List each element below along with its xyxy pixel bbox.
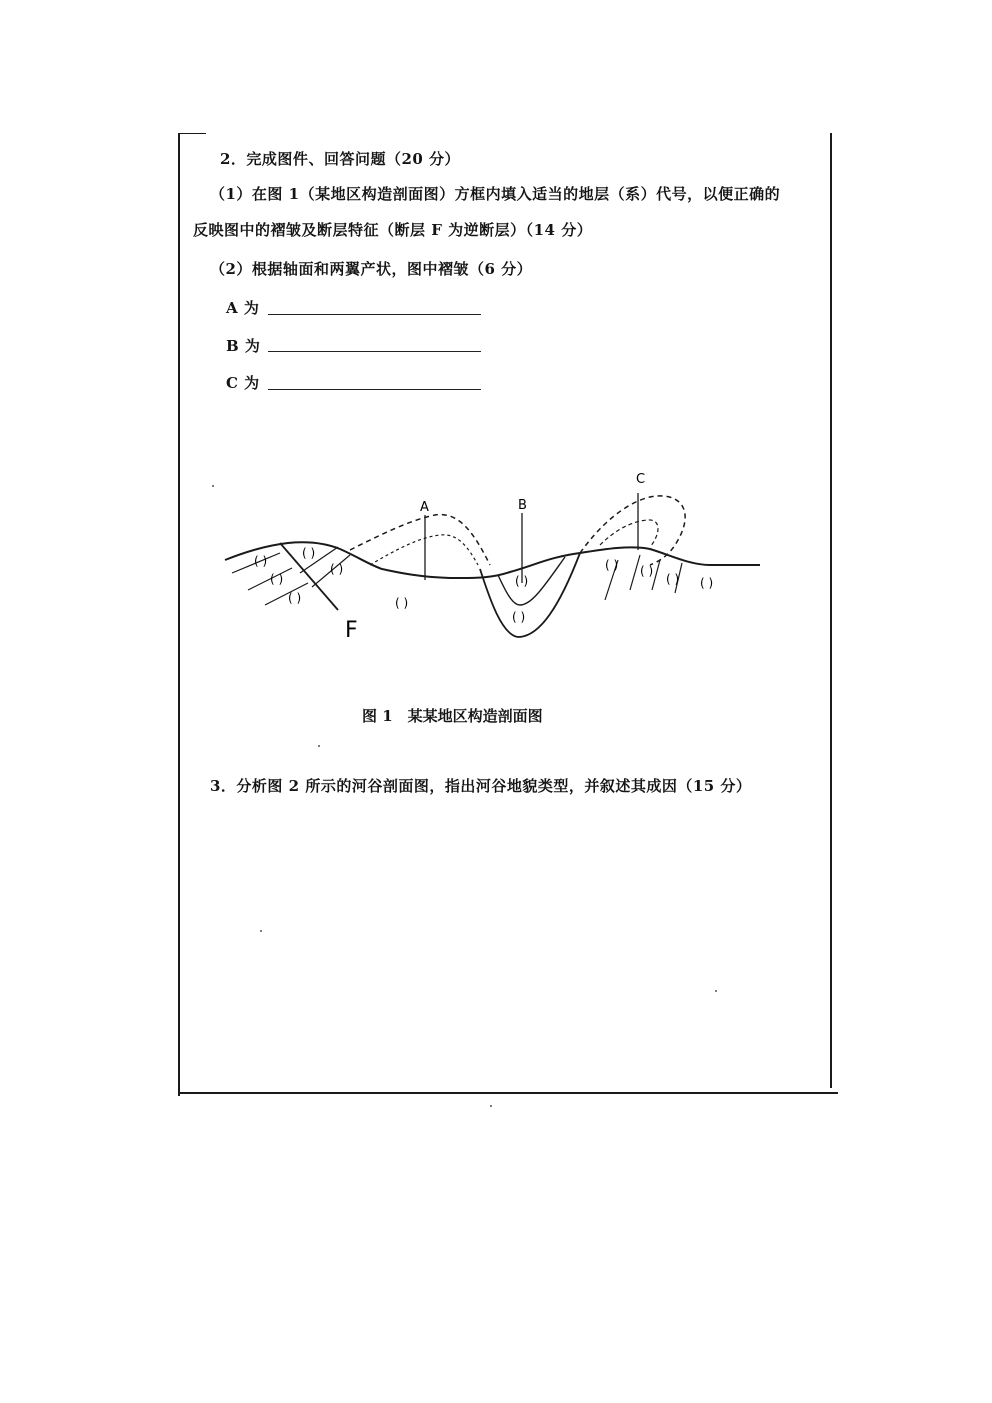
structural-cross-section (220, 465, 765, 645)
overturned-bed-dashed-inner (600, 520, 658, 547)
fault-label: F (345, 618, 358, 643)
blank-box[interactable]: ( ) (330, 562, 344, 576)
blank-box[interactable]: ( ) (640, 564, 654, 578)
scan-speck (490, 1105, 492, 1107)
question3-answer-area[interactable] (200, 810, 820, 1080)
axis-label-b: B (518, 498, 527, 513)
blank-box[interactable]: ( ) (515, 574, 529, 588)
blank-box[interactable]: ( ) (395, 596, 409, 610)
answer-label-a: A 为 (226, 299, 260, 317)
answer-line-c[interactable] (268, 389, 481, 390)
scan-speck (212, 485, 214, 487)
blank-box[interactable]: ( ) (700, 576, 714, 590)
answer-label-b: B 为 (226, 337, 261, 355)
question2-title: 2．完成图件、回答问题（20 分） (220, 150, 461, 168)
question2-part1-line1: （1）在图 1（某地区构造剖面图）方框内填入适当的地层（系）代号，以便正确的 (210, 185, 781, 203)
scan-speck (260, 930, 262, 932)
question3-title: 3．分析图 2 所示的河谷剖面图，指出河谷地貌类型，并叙述其成因（15 分） (210, 777, 752, 795)
axis-label-a: A (420, 500, 429, 515)
bed-line (652, 560, 660, 590)
bed-line (265, 583, 308, 605)
blank-box[interactable]: ( ) (666, 572, 680, 586)
scan-speck (318, 745, 320, 747)
eroded-bed-dotted (370, 535, 478, 565)
frame-right-border (830, 133, 832, 1088)
frame-top-tick (178, 133, 206, 134)
blank-box[interactable]: ( ) (512, 610, 526, 624)
frame-bottom-border (178, 1092, 838, 1094)
question2-part2: （2）根据轴面和两翼产状，图中褶皱（6 分） (210, 260, 533, 278)
figure1-caption: 图 1 某某地区构造剖面图 (362, 707, 543, 725)
question2-part1-line2: 反映图中的褶皱及断层特征（断层 F 为逆断层）（14 分） (193, 221, 593, 239)
answer-line-b[interactable] (268, 351, 481, 352)
answer-line-a[interactable] (268, 314, 481, 315)
blank-box[interactable]: ( ) (270, 572, 284, 586)
blank-box[interactable]: ( ) (605, 558, 619, 572)
blank-box[interactable]: ( ) (254, 554, 268, 568)
scan-speck (715, 990, 717, 992)
axis-label-c: C (636, 472, 646, 487)
answer-label-c: C 为 (226, 374, 260, 392)
frame-left-border (178, 133, 180, 1096)
bed-line (630, 555, 640, 590)
blank-box[interactable]: ( ) (302, 546, 316, 560)
blank-box[interactable]: ( ) (288, 591, 302, 605)
